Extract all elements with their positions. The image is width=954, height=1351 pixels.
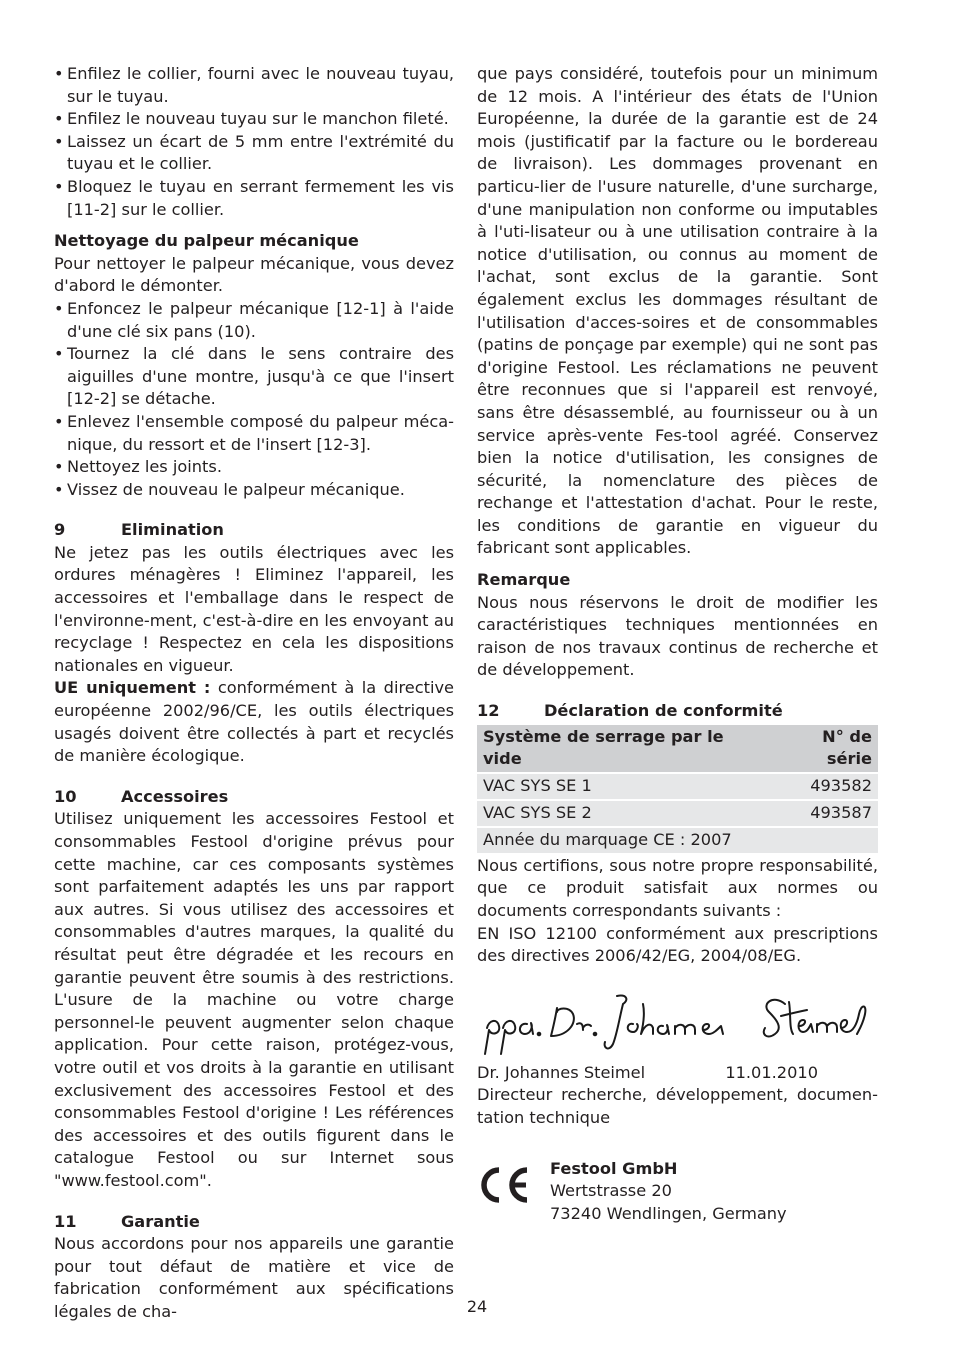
eu-label: UE uniquement : — [54, 678, 211, 698]
table-cell-serial: 493587 — [767, 801, 878, 826]
table-cell-name: VAC SYS SE 2 — [477, 801, 767, 826]
list-item: • Nettoyez les joints. — [54, 456, 454, 479]
list-item: • Laissez un écart de 5 mm entre l'extrémité du tuyau et le collier. — [54, 131, 454, 176]
guarantee-text: Nous accordons pour nos appareils une garantie pour tout défaut de matière et vice de fabrication conformément aux spécifications légales de cha- — [54, 1234, 454, 1321]
section-number: 12 — [477, 701, 500, 721]
column-header-serial: N° de série — [767, 725, 878, 772]
table-header-row — [477, 725, 878, 772]
remark-heading: Remarque — [477, 570, 571, 590]
section-number: 10 — [54, 786, 77, 806]
company-street: Wertstrasse 20 — [550, 1181, 672, 1201]
table-cell-serial: 493582 — [767, 774, 878, 799]
left-column — [54, 63, 454, 1323]
section-title: Déclaration de conformité — [544, 701, 783, 721]
standard-text: EN ISO 12100 conformément aux prescriptions des directives 2006/42/EG, 2004/08/EG. — [477, 923, 878, 966]
cleaning-steps-list — [54, 298, 454, 501]
section-title: Accessoires — [121, 786, 229, 806]
list-item: • Bloquez le tuyau en serrant fermement les vis [11-2] sur le collier. — [54, 176, 454, 221]
signer-role: Directeur recherche, développement, documen-tation technique — [477, 1085, 878, 1127]
section-12-heading — [477, 700, 878, 723]
section-9-heading — [54, 519, 454, 542]
right-column — [477, 63, 878, 1225]
eu-text: conformément à la directive européenne 2002/96/CE, les outils électriques usagés doivent être collectés à part et recyclés de manière écologique. — [54, 678, 454, 766]
list-item: • Vissez de nouveau le palpeur mécanique. — [54, 479, 454, 502]
signer-line — [477, 1062, 878, 1085]
section-11-heading — [54, 1211, 454, 1234]
guarantee-continued-text: que pays considéré, toutefois pour un minimum de 12 mois. A l'intérieur des états de l'Union Européenne, la durée de la garantie est de 24 mois (justificatif par la facture ou le bordereau de livraison). Les dommages provenant en particu-lier de l'usure naturelle, d'une surcharge, d'une manipulation non conforme ou imputables à l'uti-lisateur ou à une utilisation contraire à la notice d'utilisation, ou connus au moment de l'achat, sont exclus de la garantie. Sont également exclus les dommages résultant de l'utilisation d'acces-soires et de consommables (patins de ponçage par exemple) qui ne sont pas d'origine Festool. Les réclamations ne peuvent être reconnues que si l'appareil est renvoyé, sans être désassemblé, au fournisseur ou à un service après-vente Fes-tool agréé. Conservez bien la notice d'utilisation, les consignes de sécurité, la nomenclature des pièces de rechange et l'attestation d'achat. Pour le reste, les conditions de garantie en vigueur du fabricant sont applicables. — [477, 64, 878, 558]
cleaning-intro: Pour nettoyer le palpeur mécanique, vous devez d'abord le démonter. — [54, 253, 454, 296]
table-cell-name: VAC SYS SE 1 — [477, 774, 767, 799]
column-header-system: Système de serrage par le vide — [477, 725, 767, 772]
table-row — [477, 774, 878, 799]
signature-image — [477, 990, 877, 1060]
section-title: Elimination — [121, 520, 224, 540]
section-number: 11 — [54, 1211, 77, 1231]
hose-steps-list — [54, 63, 454, 221]
signature — [477, 990, 878, 1060]
remark-text: Nous nous réservons le droit de modifier les caractéristiques techniques mentionnées en raison de nos travaux continus de recherche et de développement. — [477, 592, 878, 680]
list-item: • Enfilez le nouveau tuyau sur le manchon fileté. — [54, 108, 454, 131]
section-number: 9 — [54, 520, 66, 540]
ce-mark-icon — [477, 1158, 550, 1226]
cleaning-heading: Nettoyage du palpeur mécanique — [54, 231, 359, 251]
company-name: Festool GmbH — [550, 1158, 678, 1178]
section-title: Garantie — [121, 1211, 200, 1231]
list-item: • Tournez la clé dans le sens contraire des aiguilles d'une montre, jusqu'à ce que l'insert [12-2] se détache. — [54, 343, 454, 411]
conformity-table — [477, 723, 878, 855]
eu-disposal-text — [54, 677, 454, 767]
list-item: • Enfilez le collier, fourni avec le nouveau tuyau, sur le tuyau. — [54, 63, 454, 108]
ce-logo — [477, 1164, 533, 1206]
disposal-text: Ne jetez pas les outils électriques avec les ordures ménagères ! Eliminez l'appareil, les accessoires et l'emballage dans le respect de l'environne-ment, c'est-à-dire en les envoyant au recyclage ! Respectez en cela les dispositions nationales en vigueur. — [54, 542, 454, 675]
table-row — [477, 801, 878, 826]
table-row — [477, 828, 878, 853]
page-number: 24 — [466, 1297, 488, 1316]
section-10-heading — [54, 786, 454, 809]
list-item: • Enfoncez le palpeur mécanique [12-1] à l'aide d'une clé six pans (10). — [54, 298, 454, 343]
signer-name: Dr. Johannes Steimel — [477, 1062, 646, 1082]
certify-text: Nous certifions, sous notre propre responsabilité, que ce produit satisfait aux normes ou documents correspondants suivants : — [477, 855, 878, 920]
accessories-text: Utilisez uniquement les accessoires Festool et consommables Festool d'origine prévus pour cette machine, car ces composants systèmes sont parfaitement adaptés les uns par rapport aux autres. Si vous utilisez des accessoires et consommables d'autres marques, la qualité du résultat peut être dégradée et les recours en garantie peuvent être soumis à des restrictions. L'usure de la machine ou votre charge personnel-le peuvent augmenter selon chaque application. Pour cette raison, protégez-vous, votre outil et vos droits à la garantie en utilisant exclusivement des accessoires Festool et des consommables Festool d'origine ! Les références des accessoires et des outils figurent dans le catalogue Festool ou sur Internet sous "www.festool.com". — [54, 809, 454, 1190]
company-block — [477, 1158, 878, 1226]
table-cell-ce-year: Année du marquage CE : 2007 — [477, 828, 878, 853]
signer-date: 11.01.2010 — [725, 1062, 818, 1082]
company-address — [550, 1158, 787, 1226]
list-item: • Enlevez l'ensemble composé du palpeur méca-nique, du ressort et de l'insert [12-3]. — [54, 411, 454, 456]
company-city: 73240 Wendlingen, Germany — [550, 1203, 787, 1223]
